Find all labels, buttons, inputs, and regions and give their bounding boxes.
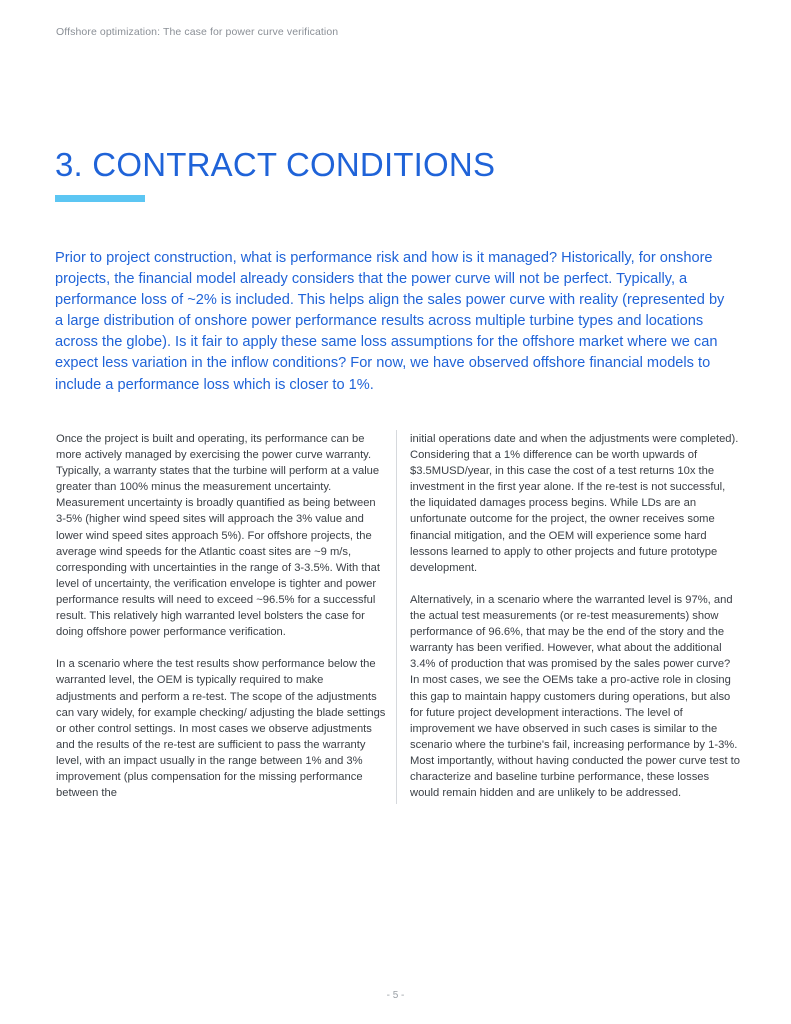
title-underline-rule [55,195,145,202]
column-divider [396,430,397,804]
body-paragraph: Once the project is built and operating, its performance can be more actively managed by exercising the power curve warranty. Typically, a warranty states that the turbine will perform at a value greater than 100% minus the measurement uncertainty. Measurement uncertainty is broadly quantified as being between 3-5% (higher wind speed sites will approach the 3% value and lower wind speed sites approach 5%). For offshore projects, the average wind speeds for the Atlantic coast sites are ~9 m/s, corresponding with uncertainties in the range of 3-3.5%. With that level of uncertainty, the verification envelope is tighter and power performance results will need to exceed ~96.5% for a successful result. This relatively high warranted level bolsters the case for doing offshore power performance verification. [56,433,380,639]
running-header: Offshore optimization: The case for power curve verification [56,26,339,38]
body-paragraph: Alternatively, in a scenario where the warranted level is 97%, and the actual test measurements (or re-test measurements) show performance of 96.6%, that may be the end of the story and the warranty has been verified. However, what about the additional 3.4% of production that was promised by the sales power curve? In most cases, we see the OEMs take a pro-active role in closing this gap to maintain happy customers during operations, but also for future project development interactions. The level of improvement we have observed in such cases is similar to the scenario where the turbine's fail, increasing performance by 1-3%. Most importantly, without having conducted the power curve test to characterize and baseline turbine performance, these losses would remain hidden and are unlikely to be addressed. [410,593,740,800]
section-title: 3. CONTRACT CONDITIONS [55,146,496,183]
body-paragraph: In a scenario where the test results show performance below the warranted level, the OEM is typically required to make adjustments and perform a re-test. The scope of the adjustments can vary widely, for example checking/ adjusting the blade settings or other control settings. In most cases we observe adjustments and the results of the re-test are sufficient to pass the warranty level, with an impact usually in the range between 1% and 3% improvement (plus compensation for the missing performance between the [56,658,386,800]
left-column [56,431,386,817]
page-number: - 5 - [386,990,405,1001]
right-column [410,431,740,817]
body-paragraph: initial operations date and when the adjustments were completed). Considering that a 1% difference can be worth upwards of $3.5MUSD/year, in this case the cost of a test returns 10x the investment in the first year alone. If the re-test is not successful, the liquidated damages process begins. While LDs are an unfortunate outcome for the project, the owner receives some financial mitigation, and the OEM will experience some hard lessons learned to apply to other projects and future prototype development. [410,433,739,574]
intro-paragraph: Prior to project construction, what is performance risk and how is it managed? Historically, for onshore projects, the financial model already considers that the power curve will not be perfect. Typically, a performance loss of ~2% is included. This helps align the sales power curve with reality (represented by a large distribution of onshore power performance results across multiple turbine types and locations across the globe). Is it fair to apply these same loss assumptions for the offshore market where we can expect less variation in the inflow conditions? For now, we have observed offshore financial models to include a performance loss which is closer to 1%. [55,250,725,393]
